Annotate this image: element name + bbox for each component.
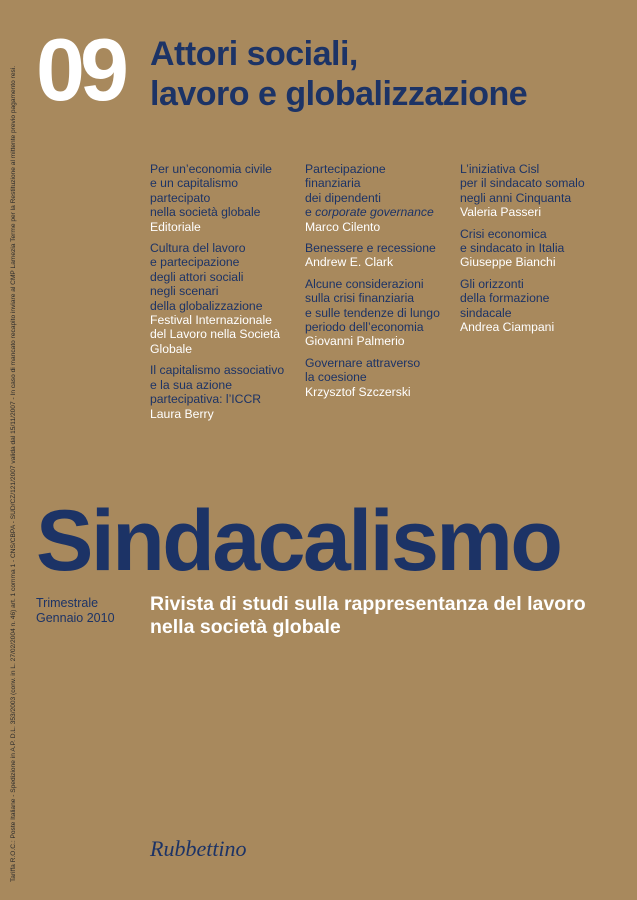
journal-name: Sindacalismo <box>36 493 561 589</box>
entry-title-line: finanziaria <box>305 176 361 191</box>
entry-author: Editoriale <box>150 219 201 234</box>
entry-author: Globale <box>150 341 193 356</box>
entry-title-line: della globalizzazione <box>150 298 263 313</box>
issue-title-line: lavoro e globalizzazione <box>150 75 528 113</box>
entry-title-line: L’iniziativa Cisl <box>460 162 540 176</box>
entry-title-line: e sindacato in Italia <box>460 241 565 256</box>
entry-title-line: Per un’economia civile <box>150 162 272 176</box>
entry-author: Andrew E. Clark <box>305 255 394 270</box>
entry-title-line: Partecipazione <box>305 162 386 176</box>
contents-entry <box>305 241 455 270</box>
entry-title-line: negli anni Cinquanta <box>460 190 572 205</box>
contents-entry <box>305 277 455 349</box>
entry-author: Giuseppe Bianchi <box>460 255 556 270</box>
entry-author: Marco Cilento <box>305 219 381 234</box>
entry-author: Andrea Ciampani <box>460 320 555 335</box>
entry-title-line: periodo dell’economia <box>305 320 424 335</box>
entry-title-line: Benessere e recessione <box>305 241 436 256</box>
entry-title-line: e sulle tendenze di lungo <box>305 305 440 320</box>
contents-entry <box>460 162 620 220</box>
contents-entry <box>150 241 300 356</box>
entry-title-line: nella società globale <box>150 205 261 220</box>
entry-title-line: Governare attraverso <box>305 355 421 370</box>
contents-entry <box>305 356 455 399</box>
entry-title-line: partecipativa: l’ICCR <box>150 392 262 407</box>
issue-title-line: Attori sociali, <box>150 35 358 73</box>
entry-author: Valeria Passeri <box>460 205 542 220</box>
entry-author: Krzysztof Szczerski <box>305 384 411 399</box>
issue-frequency <box>36 596 115 626</box>
subtitle-line: nella società globale <box>150 616 341 638</box>
issue-date: Gennaio 2010 <box>36 611 115 625</box>
contents-entry <box>460 277 620 335</box>
entry-title-line: e un capitalismo <box>150 176 239 191</box>
contents-column-2 <box>305 162 455 406</box>
contents-entry <box>460 227 620 270</box>
entry-author: Laura Berry <box>150 406 214 421</box>
entry-title-line: Alcune considerazioni <box>305 276 424 291</box>
entry-title-italic: corporate governance <box>315 205 434 220</box>
entry-title-line: Cultura del lavoro <box>150 241 246 256</box>
entry-title-line: sindacale <box>460 305 512 320</box>
entry-title-line: Il capitalismo associativo <box>150 363 285 378</box>
entry-title-line <box>305 205 455 219</box>
issue-number: 09 <box>36 20 124 119</box>
entry-title-line: sulla crisi finanziaria <box>305 291 415 306</box>
contents-entry <box>150 363 300 421</box>
entry-author: del Lavoro nella Società <box>150 327 281 342</box>
postal-legal-text: Tariffa R.O.C.: Poste Italiane - Spedizione in A.P. D.L. 353/2003 (conv. in L. 27/02/2004 n. 46) art. 1 comma 1 - CNS/CBPA - SUD/CZ/121/2007 valida dal 15/11/2007 - In caso di mancato recapito inviare al CMP Lamezia Terme per la Restituzione al mittente previo pagamento resi. <box>10 65 17 882</box>
entry-title-line: la coesione <box>305 370 367 385</box>
subtitle-line: Rivista di studi sulla rappresentanza del lavoro <box>150 593 586 615</box>
publisher-logo: Rubbettino <box>150 836 247 861</box>
contents-entry <box>150 162 300 234</box>
issue-title <box>150 34 527 114</box>
entry-title-prefix: e <box>305 205 316 220</box>
entry-title-line: Crisi economica <box>460 226 547 241</box>
entry-title-line: degli attori sociali <box>150 269 244 284</box>
entry-title-line: dei dipendenti <box>305 190 381 205</box>
journal-subtitle <box>150 593 586 639</box>
entry-author: Festival Internazionale <box>150 313 272 328</box>
entry-title-line: della formazione <box>460 291 550 306</box>
entry-author: Giovanni Palmerio <box>305 334 405 349</box>
entry-title-line: per il sindacato somalo <box>460 176 585 191</box>
contents-column-1 <box>150 162 300 428</box>
entry-title-line: Gli orizzonti <box>460 276 524 291</box>
contents-entry <box>305 162 455 234</box>
entry-title-line: e partecipazione <box>150 255 240 270</box>
entry-title-line: e la sua azione <box>150 377 232 392</box>
entry-title-line: negli scenari <box>150 284 219 299</box>
entry-title-line: partecipato <box>150 190 211 205</box>
frequency-line: Trimestrale <box>36 596 99 610</box>
contents-column-3 <box>460 162 620 341</box>
